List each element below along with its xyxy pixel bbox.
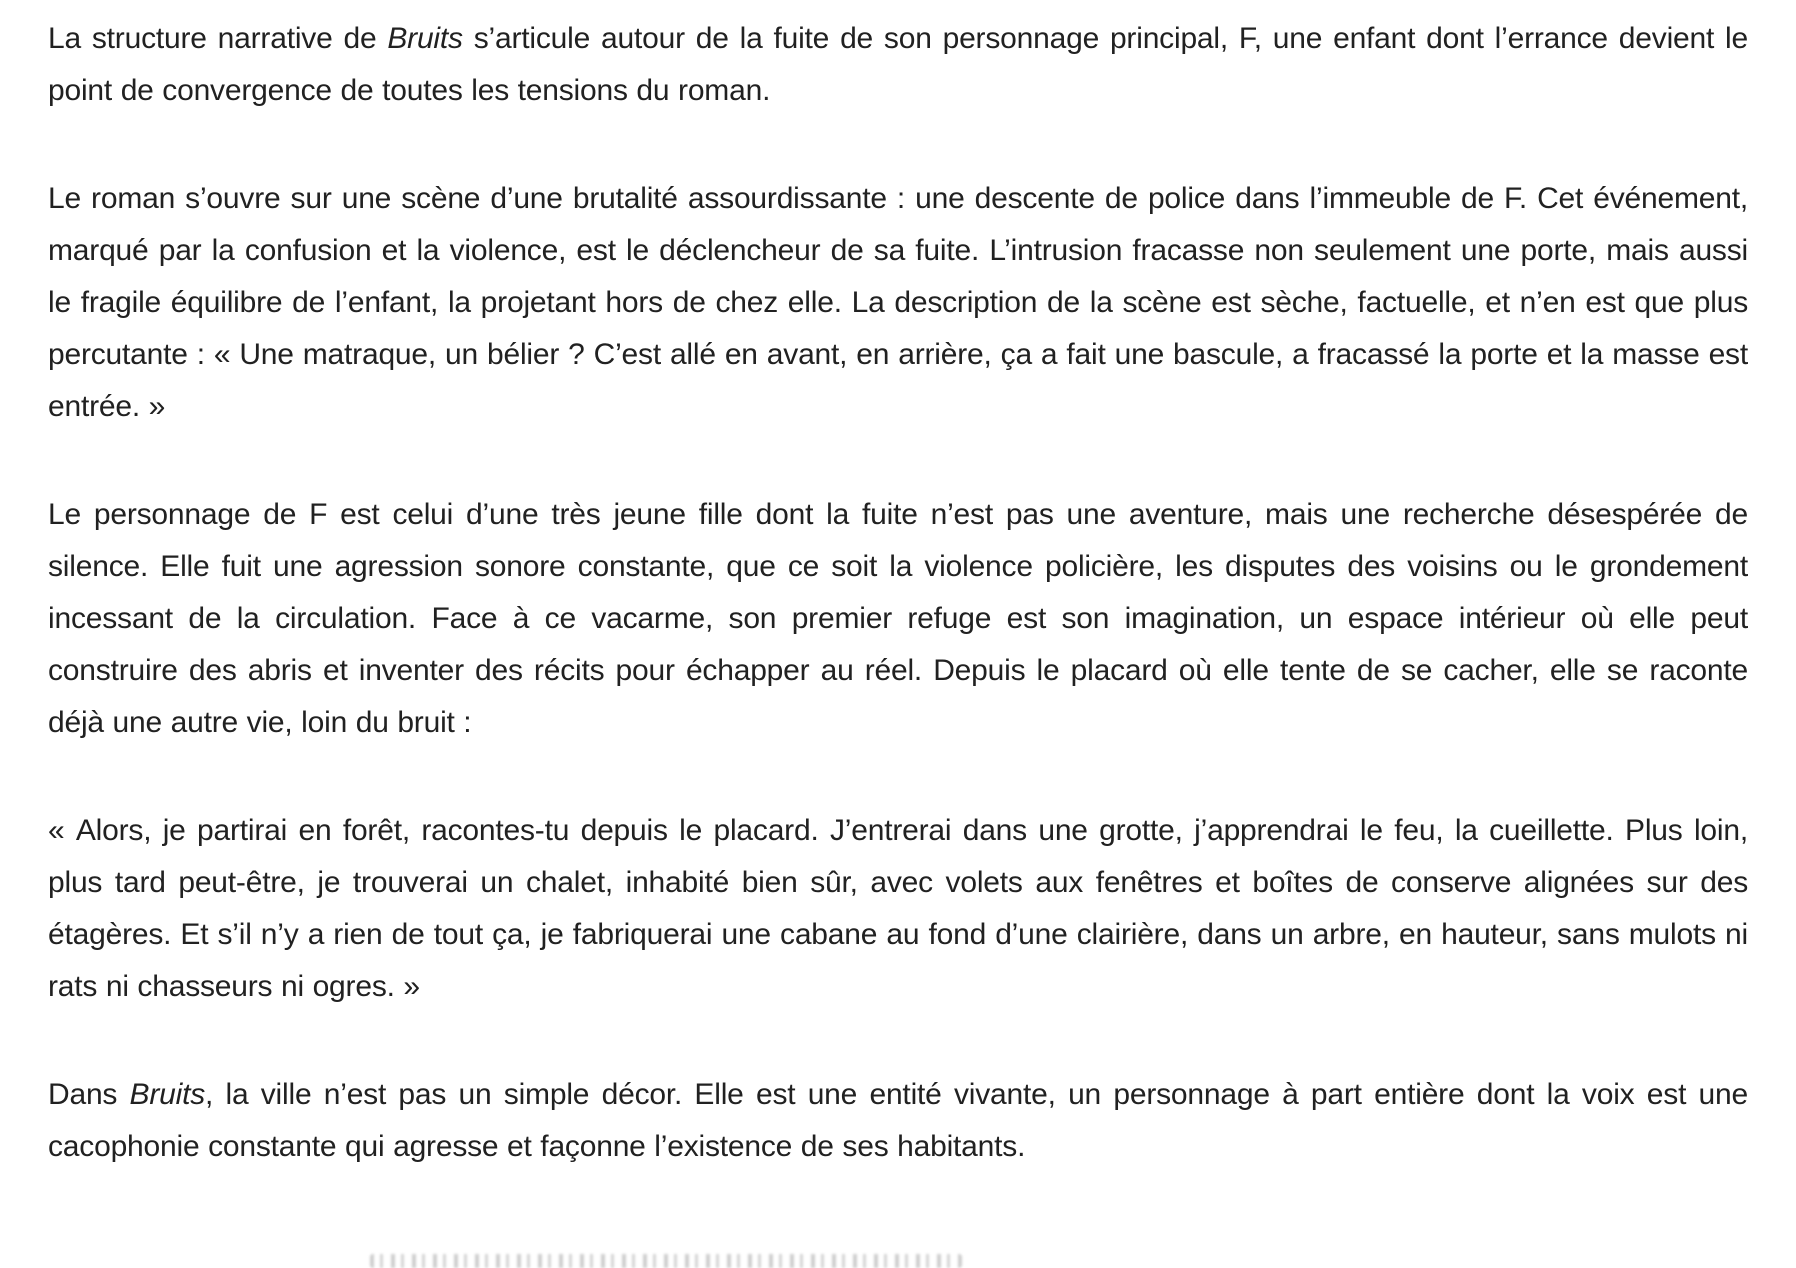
paragraph xyxy=(48,489,1748,749)
paragraph-text: Le roman s’ouvre sur une scène d’une brutalité assourdissante : une descente de police dans l’immeuble de F. Cet événement, marqué par la confusion et la violence, est le déclencheur de sa fuite. L’intrusion fracasse non seulement une porte, mais aussi le fragile équilibre de l’enfant, la projetant hors de chez elle. La description de la scène est sèche, factuelle, et n’en est que plus percutante : « Une matraque, un bélier ? C’est allé en avant, en arrière, ça a fait une bascule, a fracassé la porte et la masse est entrée. » xyxy=(48,182,1748,423)
paragraph-text: Dans xyxy=(48,1078,130,1111)
paragraph-text: « Alors, je partirai en forêt, racontes-tu depuis le placard. J’entrerai dans une grotte, j’apprendrai le feu, la cueillette. Plus loin, plus tard peut-être, je trouverai un chalet, inhabité bien sûr, avec volets aux fenêtres et boîtes de conserve alignées sur des étagères. Et s’il n’y a rien de tout ça, je fabriquerai une cabane au fond d’une clairière, dans un arbre, en hauteur, sans mulots ni rats ni chasseurs ni ogres. » xyxy=(48,814,1748,1003)
paragraph-text: s’articule autour de la fuite de son personnage principal, F, une enfant dont l’errance devient le point de convergence de toutes les tensions du roman. xyxy=(48,22,1748,107)
clipped-next-line xyxy=(370,1254,962,1268)
paragraph xyxy=(48,173,1748,433)
paragraph xyxy=(48,1069,1748,1173)
document-body xyxy=(48,13,1748,1229)
book-title-italic: Bruits xyxy=(387,22,463,55)
paragraph xyxy=(48,13,1748,117)
paragraph xyxy=(48,805,1748,1013)
book-title-italic: Bruits xyxy=(129,1078,206,1111)
paragraph-text: La structure narrative de xyxy=(48,22,388,55)
paragraph-text: , la ville n’est pas un simple décor. Elle est une entité vivante, un personnage à part entière dont la voix est une cacophonie constante qui agresse et façonne l’existence de ses habitants. xyxy=(48,1078,1748,1163)
paragraph-text: Le personnage de F est celui d’une très jeune fille dont la fuite n’est pas une aventure, mais une recherche désespérée de silence. Elle fuit une agression sonore constante, que ce soit la violence policière, les disputes des voisins ou le grondement incessant de la circulation. Face à ce vacarme, son premier refuge est son imagination, un espace intérieur où elle peut construire des abris et inventer des récits pour échapper au réel. Depuis le placard où elle tente de se cacher, elle se raconte déjà une autre vie, loin du bruit : xyxy=(48,498,1748,739)
